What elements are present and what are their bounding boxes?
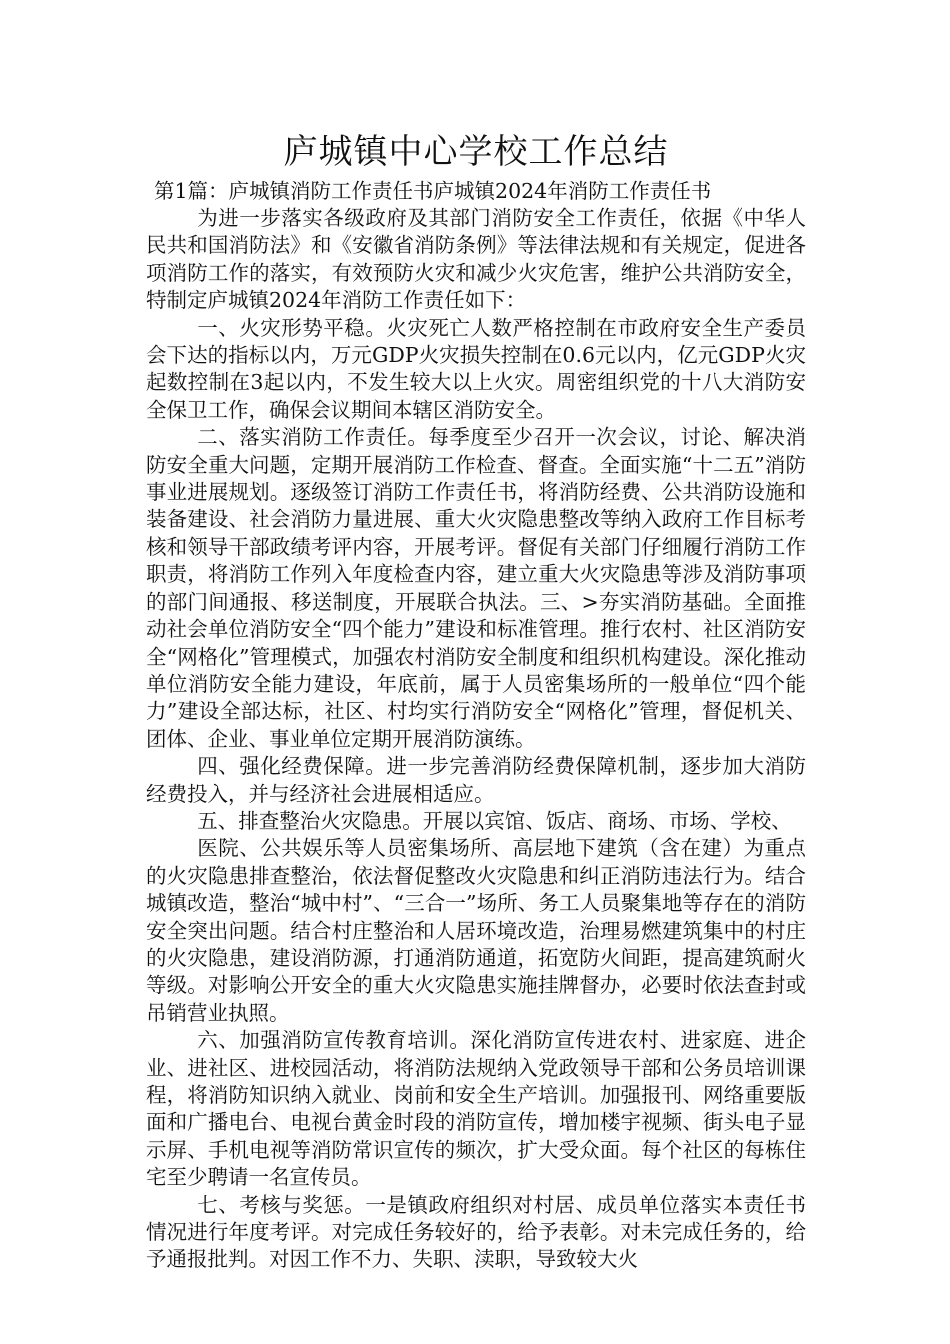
paragraph-funding: 四、强化经费保障。进一步完善消防经费保障机制，逐步加大消防经费投入，并与经济社会进展相适应。 [146, 754, 806, 806]
paragraph-hazard-remediation: 医院、公共娱乐等人员密集场所、高层地下建筑（含在建）为重点的火灾隐患排查整治，依法督促整改火灾隐患和纠正消防违法行为。结合城镇改造，整治“城中村”、“三合一”场所、务工人员聚集地等存在的消防安全突出问题。结合村庄整治和人居环境改造，治理易燃建筑集中的村庄的火灾隐患，建设消防源，打通消防通道，拓宽防火间距，提高建筑耐火等级。对影响公开安全的重大火灾隐患实施挂牌督办，必要时依法查封或吊销营业执照。 [146, 836, 806, 1025]
paragraph-fire-situation: 一、火灾形势平稳。火灾死亡人数严格控制在市政府安全生产委员会下达的指标以内，万元GDP火灾损失控制在0.6元以内，亿元GDP火灾起数控制在3起以内，不发生较大以上火灾。周密组织党的十八大消防安全保卫工作，确保会议期间本辖区消防安全。 [146, 315, 806, 422]
paragraph-assessment: 七、考核与奖惩。一是镇政府组织对村居、成员单位落实本责任书情况进行年度考评。对完成任务较好的，给予表彰。对未完成任务的，给予通报批判。对因工作不力、失职、渎职，导致较大火 [146, 1192, 806, 1272]
paragraph-publicity-training: 六、加强消防宣传教育培训。深化消防宣传进农村、进家庭、进企业、进社区、进校园活动，将消防法规纳入党政领导干部和公务员培训课程，将消防知识纳入就业、岗前和安全生产培训。加强报刊、网络重要版面和广播电台、电视台黄金时段的消防宣传，增加楼宇视频、街头电子显示屏、手机电视等消防常识宣传的频次，扩大受众面。每个社区的每栋住宅至少聘请一名宣传员。 [146, 1028, 806, 1190]
document-page [146, 128, 806, 1274]
paragraph-intro: 为进一步落实各级政府及其部门消防安全工作责任，依据《中华人民共和国消防法》和《安徽省消防条例》等法律法规和有关规定，促进各项消防工作的落实，有效预防火灾和减少火灾危害，维护公共消防安全，特制定庐城镇2024年消防工作责任如下： [146, 206, 806, 313]
paragraph-hazard-inspection: 五、排查整治火灾隐患。开展以宾馆、饭店、商场、市场、学校、 [197, 808, 792, 833]
section-heading: 第1篇：庐城镇消防工作责任书庐城镇2024年消防工作责任书 [154, 179, 712, 203]
document-title: 庐城镇中心学校工作总结 [283, 132, 669, 172]
paragraph-responsibility: 二、落实消防工作责任。每季度至少召开一次会议，讨论、解决消防安全重大问题，定期开展消防工作检查、督查。全面实施“十二五”消防事业进展规划。逐级签订消防工作责任书，将消防经费、公共消防设施和装备建设、社会消防力量进展、重大火灾隐患整改等纳入政府工作目标考核和领导干部政绩考评内容，开展考评。督促有关部门仔细履行消防工作职责，将消防工作列入年度检查内容，建立重大火灾隐患等涉及消防事项的部门间通报、移送制度，开展联合执法。三、>夯实消防基础。全面推动社会单位消防安全“四个能力”建设和标准管理。推行农村、社区消防安全“网格化”管理模式，加强农村消防安全制度和组织机构建设。深化推动单位消防安全能力建设，年底前，属于人员密集场所的一般单位“四个能力”建设全部达标，社区、村均实行消防安全“网格化”管理，督促机关、团体、企业、事业单位定期开展消防演练。 [146, 425, 806, 751]
